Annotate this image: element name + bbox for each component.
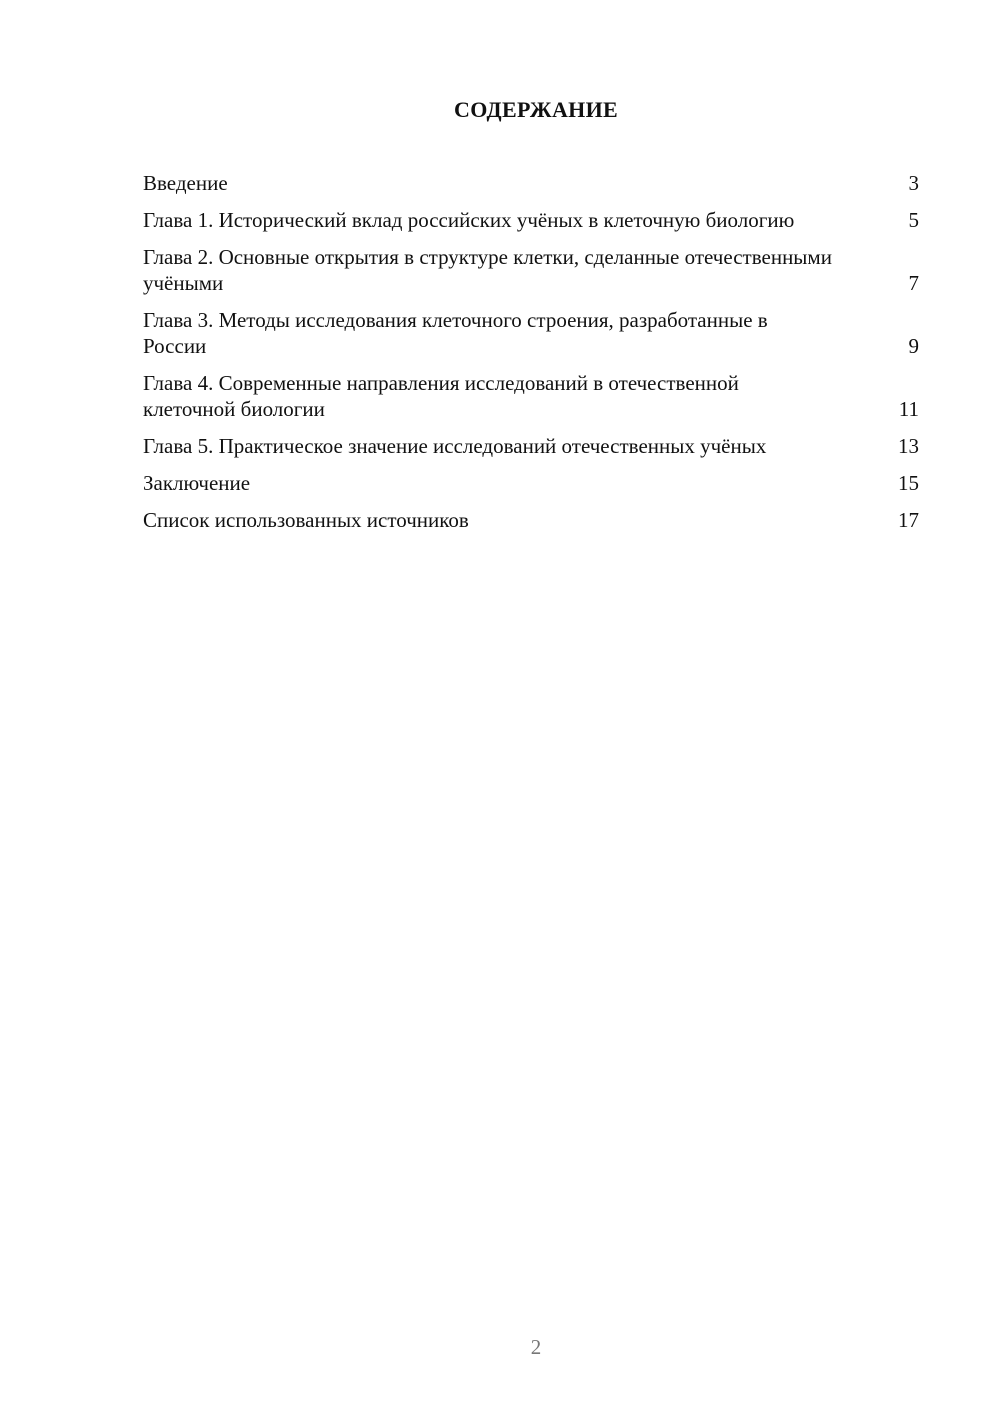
page-number: 2 xyxy=(530,1335,542,1359)
toc-entry xyxy=(143,433,919,459)
toc-entry-page: 3 xyxy=(908,171,919,195)
toc-entry-title: Введение xyxy=(143,171,228,195)
toc-entry-title: Глава 2. Основные открытия в структуре клетки, сделанные отечественными учёными xyxy=(143,245,832,295)
toc-entry-title: Заключение xyxy=(143,471,251,495)
toc-entry xyxy=(143,370,919,422)
toc-entry-title: Глава 4. Современные направления исследований в отечественной клеточной биологии xyxy=(143,371,739,421)
toc-entry xyxy=(143,170,919,196)
toc-entry-page: 15 xyxy=(898,471,919,495)
toc-entry-title: Глава 5. Практическое значение исследований отечественных учёных xyxy=(143,434,767,458)
toc-entry-page: 17 xyxy=(898,508,919,532)
toc-entry-page: 11 xyxy=(898,397,919,421)
toc-entry xyxy=(143,244,919,296)
toc-entry xyxy=(143,470,919,496)
toc-entry-page: 13 xyxy=(898,434,919,458)
toc-entry xyxy=(143,507,919,533)
toc-entry-page: 5 xyxy=(908,208,919,232)
toc-entry-page: 7 xyxy=(908,271,919,295)
toc-list xyxy=(143,170,919,544)
toc-entry-title: Список использованных источников xyxy=(143,508,469,532)
toc-entry-title: Глава 1. Исторический вклад российских учёных в клеточную биологию xyxy=(143,208,795,232)
toc-entry-title: Глава 3. Методы исследования клеточного строения, разработанные в России xyxy=(143,308,768,358)
toc-title: СОДЕРЖАНИЕ xyxy=(454,97,618,122)
toc-entry xyxy=(143,207,919,233)
toc-entry-page: 9 xyxy=(908,334,919,358)
toc-entry xyxy=(143,307,919,359)
